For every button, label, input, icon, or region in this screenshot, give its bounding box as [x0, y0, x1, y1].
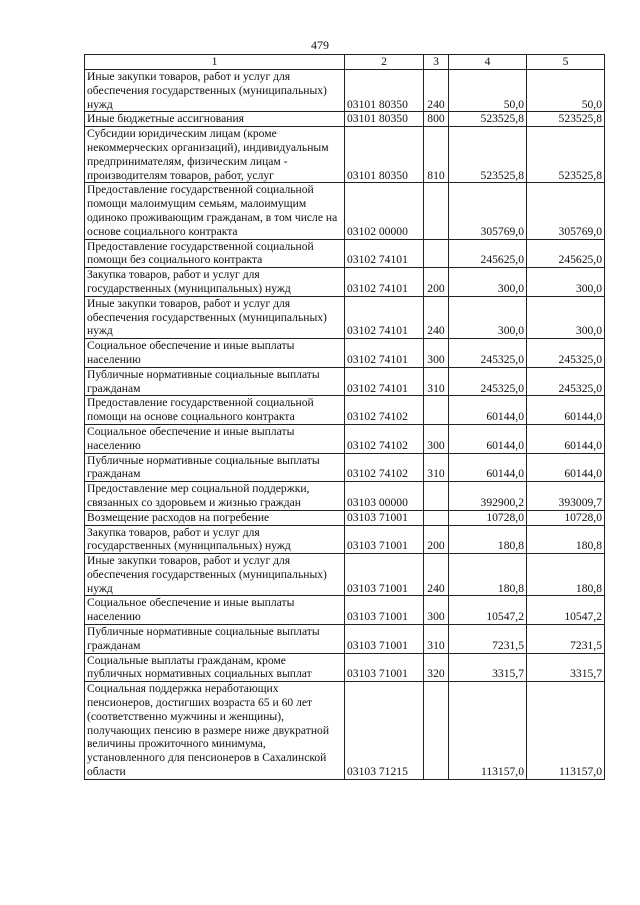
table-row — [85, 339, 605, 368]
row-value-col4: 10728,0 — [449, 510, 527, 525]
row-name: Иные закупки товаров, работ и услуг для обеспечения государственных (муниципальных) нужд — [85, 296, 345, 338]
row-expense-type: 310 — [424, 625, 449, 654]
row-value-col5: 523525,8 — [527, 112, 605, 127]
row-value-col5: 10728,0 — [527, 510, 605, 525]
row-expense-type: 300 — [424, 339, 449, 368]
row-expense-type — [424, 510, 449, 525]
table-row — [85, 682, 605, 780]
row-value-col4: 3315,7 — [449, 653, 527, 682]
table-row — [85, 482, 605, 511]
row-value-col5: 113157,0 — [527, 682, 605, 780]
row-value-col5: 10547,2 — [527, 596, 605, 625]
row-value-col4: 245325,0 — [449, 367, 527, 396]
row-expense-type: 800 — [424, 112, 449, 127]
row-name: Социальные выплаты гражданам, кроме публичных нормативных социальных выплат — [85, 653, 345, 682]
row-target-code: 03102 74102 — [345, 424, 424, 453]
table-row — [85, 510, 605, 525]
row-name: Иные закупки товаров, работ и услуг для обеспечения государственных (муниципальных) нужд — [85, 70, 345, 112]
row-target-code: 03102 74101 — [345, 268, 424, 297]
table-row — [85, 367, 605, 396]
header-col-4: 4 — [449, 55, 527, 70]
row-value-col5: 60144,0 — [527, 424, 605, 453]
table-row — [85, 396, 605, 425]
row-expense-type — [424, 239, 449, 268]
row-name: Субсидии юридическим лицам (кроме некоммерческих организаций), индивидуальным предпринимателям, физическим лицам - производителям товаров, работ, услуг — [85, 127, 345, 183]
row-expense-type: 810 — [424, 127, 449, 183]
header-row — [85, 55, 605, 70]
table-row — [85, 183, 605, 239]
header-col-3: 3 — [424, 55, 449, 70]
row-value-col4: 113157,0 — [449, 682, 527, 780]
row-name: Предоставление мер социальной поддержки, связанных со здоровьем и жизнью граждан — [85, 482, 345, 511]
row-name: Публичные нормативные социальные выплаты гражданам — [85, 367, 345, 396]
row-value-col4: 60144,0 — [449, 424, 527, 453]
row-name: Предоставление государственной социальной помощи на основе социального контракта — [85, 396, 345, 425]
table-row — [85, 653, 605, 682]
row-value-col5: 180,8 — [527, 554, 605, 596]
row-expense-type: 320 — [424, 653, 449, 682]
row-value-col4: 300,0 — [449, 268, 527, 297]
row-name: Предоставление государственной социальной помощи без социального контракта — [85, 239, 345, 268]
row-expense-type: 240 — [424, 296, 449, 338]
table-row — [85, 268, 605, 297]
row-name: Предоставление государственной социальной помощи малоимущим семьям, малоимущим одиноко проживающим гражданам, в том числе на основе социального контракта — [85, 183, 345, 239]
row-value-col4: 7231,5 — [449, 625, 527, 654]
row-value-col5: 245325,0 — [527, 339, 605, 368]
row-value-col4: 305769,0 — [449, 183, 527, 239]
row-value-col4: 50,0 — [449, 70, 527, 112]
row-value-col4: 245625,0 — [449, 239, 527, 268]
row-target-code: 03102 74102 — [345, 453, 424, 482]
table-row — [85, 239, 605, 268]
row-target-code: 03102 74101 — [345, 296, 424, 338]
row-name: Социальное обеспечение и иные выплаты населению — [85, 596, 345, 625]
row-value-col5: 7231,5 — [527, 625, 605, 654]
row-target-code: 03101 80350 — [345, 112, 424, 127]
row-value-col5: 300,0 — [527, 296, 605, 338]
table-row — [85, 112, 605, 127]
page-number: 479 — [311, 38, 329, 52]
row-target-code: 03103 71001 — [345, 510, 424, 525]
row-target-code: 03103 71001 — [345, 625, 424, 654]
row-value-col4: 523525,8 — [449, 127, 527, 183]
row-name: Иные бюджетные ассигнования — [85, 112, 345, 127]
table-body — [85, 70, 605, 780]
row-value-col4: 60144,0 — [449, 396, 527, 425]
header-col-2: 2 — [345, 55, 424, 70]
table-row — [85, 70, 605, 112]
row-value-col4: 60144,0 — [449, 453, 527, 482]
row-expense-type: 310 — [424, 453, 449, 482]
row-value-col4: 180,8 — [449, 525, 527, 554]
row-expense-type — [424, 396, 449, 425]
row-value-col4: 245325,0 — [449, 339, 527, 368]
row-name: Закупка товаров, работ и услуг для государственных (муниципальных) нужд — [85, 268, 345, 297]
row-value-col5: 523525,8 — [527, 127, 605, 183]
row-target-code: 03103 71001 — [345, 596, 424, 625]
row-name: Публичные нормативные социальные выплаты гражданам — [85, 453, 345, 482]
row-expense-type: 200 — [424, 525, 449, 554]
row-value-col5: 50,0 — [527, 70, 605, 112]
row-target-code: 03101 80350 — [345, 70, 424, 112]
row-value-col5: 305769,0 — [527, 183, 605, 239]
row-target-code: 03102 74101 — [345, 367, 424, 396]
row-target-code: 03103 71001 — [345, 554, 424, 596]
header-col-5: 5 — [527, 55, 605, 70]
row-target-code: 03103 71001 — [345, 653, 424, 682]
row-value-col5: 3315,7 — [527, 653, 605, 682]
row-value-col4: 10547,2 — [449, 596, 527, 625]
row-expense-type — [424, 482, 449, 511]
row-name: Иные закупки товаров, работ и услуг для обеспечения государственных (муниципальных) нужд — [85, 554, 345, 596]
row-value-col5: 245325,0 — [527, 367, 605, 396]
table-row — [85, 296, 605, 338]
row-value-col5: 300,0 — [527, 268, 605, 297]
row-value-col5: 180,8 — [527, 525, 605, 554]
row-expense-type: 200 — [424, 268, 449, 297]
table-row — [85, 424, 605, 453]
row-target-code: 03102 74102 — [345, 396, 424, 425]
header-col-1: 1 — [85, 55, 345, 70]
row-value-col4: 392900,2 — [449, 482, 527, 511]
table-row — [85, 127, 605, 183]
row-target-code: 03103 71215 — [345, 682, 424, 780]
row-name: Социальная поддержка неработающих пенсионеров, достигших возраста 65 и 60 лет (соответственно мужчины и женщины), получающих пенсию в размере ниже двукратной величины прожиточного минимума, установленного для пенсионеров в Сахалинской области — [85, 682, 345, 780]
row-name: Возмещение расходов на погребение — [85, 510, 345, 525]
row-value-col5: 60144,0 — [527, 453, 605, 482]
row-expense-type: 300 — [424, 596, 449, 625]
table-row — [85, 625, 605, 654]
budget-table — [84, 54, 605, 780]
row-value-col4: 180,8 — [449, 554, 527, 596]
row-expense-type: 240 — [424, 554, 449, 596]
row-value-col4: 523525,8 — [449, 112, 527, 127]
row-name: Публичные нормативные социальные выплаты гражданам — [85, 625, 345, 654]
row-target-code: 03102 74101 — [345, 339, 424, 368]
row-expense-type — [424, 183, 449, 239]
row-target-code: 03102 74101 — [345, 239, 424, 268]
row-expense-type: 300 — [424, 424, 449, 453]
row-value-col4: 300,0 — [449, 296, 527, 338]
row-name: Социальное обеспечение и иные выплаты населению — [85, 339, 345, 368]
table-row — [85, 596, 605, 625]
row-target-code: 03103 71001 — [345, 525, 424, 554]
row-value-col5: 393009,7 — [527, 482, 605, 511]
row-target-code: 03103 00000 — [345, 482, 424, 511]
row-value-col5: 60144,0 — [527, 396, 605, 425]
row-expense-type: 310 — [424, 367, 449, 396]
row-name: Социальное обеспечение и иные выплаты населению — [85, 424, 345, 453]
table-row — [85, 525, 605, 554]
row-value-col5: 245625,0 — [527, 239, 605, 268]
row-name: Закупка товаров, работ и услуг для государственных (муниципальных) нужд — [85, 525, 345, 554]
row-expense-type: 240 — [424, 70, 449, 112]
row-target-code: 03101 80350 — [345, 127, 424, 183]
table-row — [85, 554, 605, 596]
table-row — [85, 453, 605, 482]
row-target-code: 03102 00000 — [345, 183, 424, 239]
row-expense-type — [424, 682, 449, 780]
